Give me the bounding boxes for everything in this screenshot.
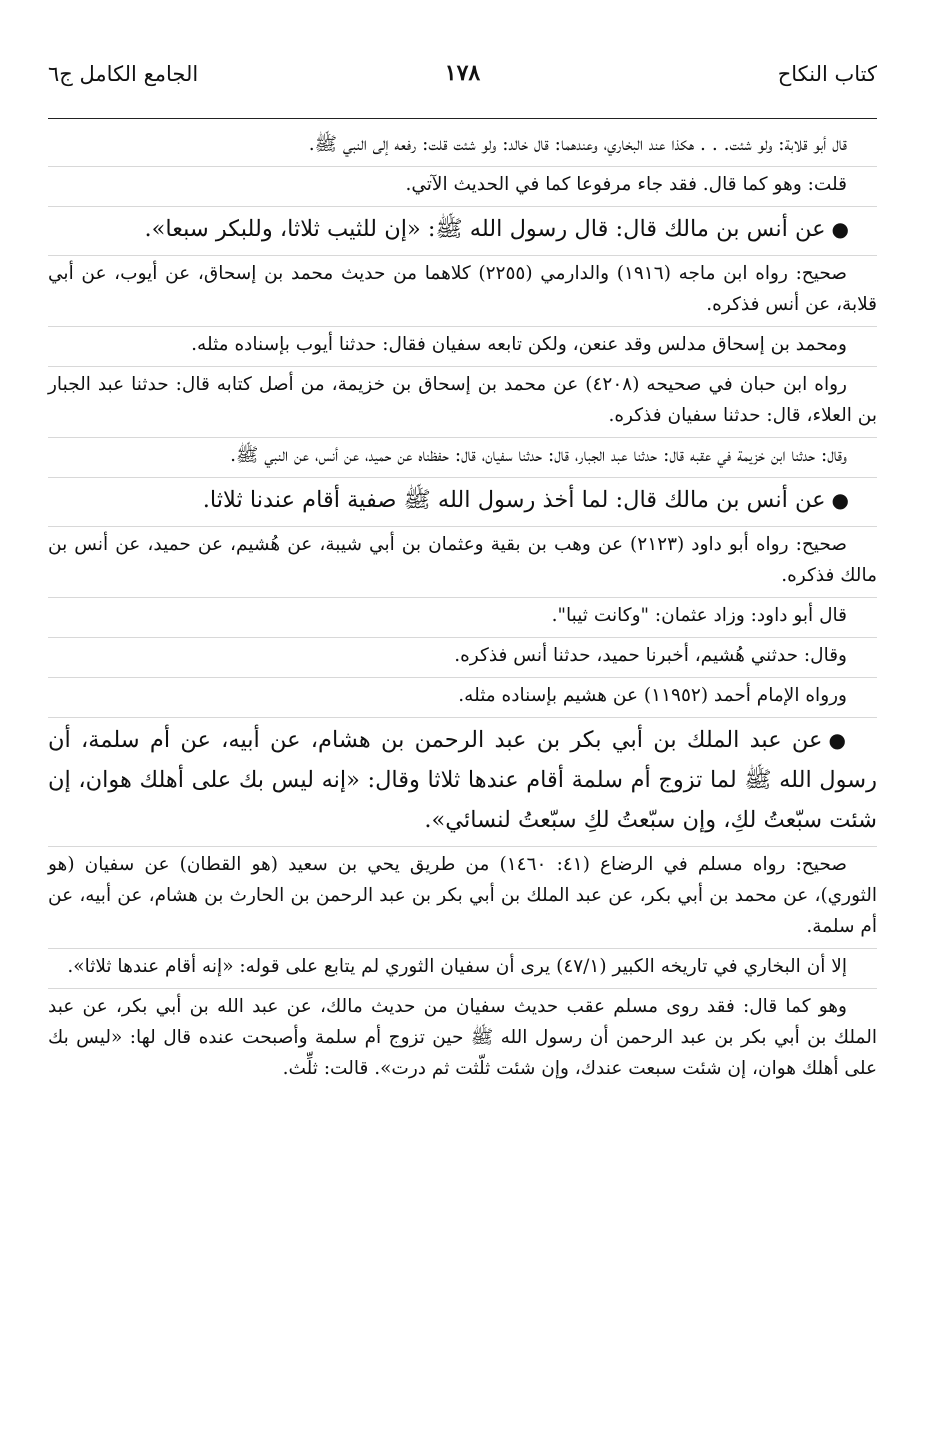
note-paragraph: وقال: حدثنا ابن خزيمة في عقبه قال: حدثنا عبد الجبار، قال: حدثنا سفيان، قال: حفظناه عن حميد، عن أنس، عن النبي ﷺ. [48,438,877,478]
note-paragraph: إلا أن البخاري في تاريخه الكبير (٤٧/١) يرى أن سفيان الثوري لم يتابع على قوله: «إنه أقام عندها ثلاثا». [48,949,877,989]
note-paragraph: صحيح: رواه مسلم في الرضاع (٤١: ١٤٦٠) من طريق يحي بن سعيد (هو القطان) عن سفيان (هو الثوري)، عن محمد بن أبي بكر، عن عبد الملك بن أبي بكر بن عبد الرحمن بن الحارث بن هشام، عن أبيه، عن أم سلمة. [48,847,877,949]
book-title: كتاب النكاح [777,62,877,86]
hadith-paragraph: ●عن عبد الملك بن أبي بكر بن عبد الرحمن بن هشام، عن أبيه، عن أم سلمة، أن رسول الله ﷺ لما تزوج أم سلمة أقام عندها ثلاثا وقال: «إنه ليس بك على أهلك هوان، إن شئت سبّعتُ لكِ، وإن سبّعتُ لكِ سبّعتُ لنسائي». [48,718,877,847]
page-body [48,127,877,1090]
hadith-paragraph: ●عن أنس بن مالك قال: قال رسول الله ﷺ: «إن للثيب ثلاثا، وللبكر سبعا». [48,207,877,256]
note-paragraph: صحيح: رواه ابن ماجه (١٩١٦) والدارمي (٢٢٥٥) كلاهما من حديث محمد بن إسحاق، عن أيوب، عن أبي قلابة، عن أنس فذكره. [48,256,877,327]
bullet-icon: ● [828,728,849,752]
note-paragraph: قال أبو داود: وزاد عثمان: "وكانت ثيبا". [48,598,877,638]
hadith-paragraph: ●عن أنس بن مالك قال: لما أخذ رسول الله ﷺ صفية أقام عندنا ثلاثا. [48,478,877,527]
note-paragraph: قال أبو قلابة: ولو شئت. . . هكذا عند البخاري، وعندهما: قال خالد: ولو شئت قلت: رفعه إلى النبي ﷺ. [48,127,877,167]
note-paragraph: ورواه الإمام أحمد (١١٩٥٢) عن هشيم بإسناده مثله. [48,678,877,718]
volume-title: الجامع الكامل ج٦ [48,62,199,86]
note-paragraph: ومحمد بن إسحاق مدلس وقد عنعن، ولكن تابعه سفيان فقال: حدثنا أيوب بإسناده مثله. [48,327,877,367]
bullet-icon: ● [831,488,849,512]
note-paragraph: وقال: حدثني هُشيم، أخبرنا حميد، حدثنا أنس فذكره. [48,638,877,678]
note-paragraph: رواه ابن حبان في صحيحه (٤٢٠٨) عن محمد بن إسحاق بن خزيمة، من أصل كتابه قال: حدثنا عبد الجبار بن العلاء، قال: حدثنا سفيان فذكره. [48,367,877,438]
page-header [48,56,877,119]
document-page [0,56,935,1430]
note-paragraph: وهو كما قال: فقد روى مسلم عقب حديث سفيان من حديث مالك، عن عبد الله بن أبي بكر، عن عبد الملك بن أبي بكر بن عبد الرحمن أن رسول الله ﷺ حين تزوج أم سلمة وأصبحت عنده قال لها: «ليس بك على أهلك هوان، إن شئت سبعت عندك، وإن شئت ثلّثت ثم درت». قالت: ثلِّث. [48,996,877,1079]
page-number: ١٧٨ [444,60,481,86]
note-paragraph: قلت: وهو كما قال. فقد جاء مرفوعا كما في الحديث الآتي. [48,167,877,207]
bullet-icon: ● [831,217,849,241]
note-paragraph: صحيح: رواه أبو داود (٢١٢٣) عن وهب بن بقية وعثمان بن أبي شيبة، عن هُشيم، عن حميد، عن أنس بن مالك فذكره. [48,527,877,598]
